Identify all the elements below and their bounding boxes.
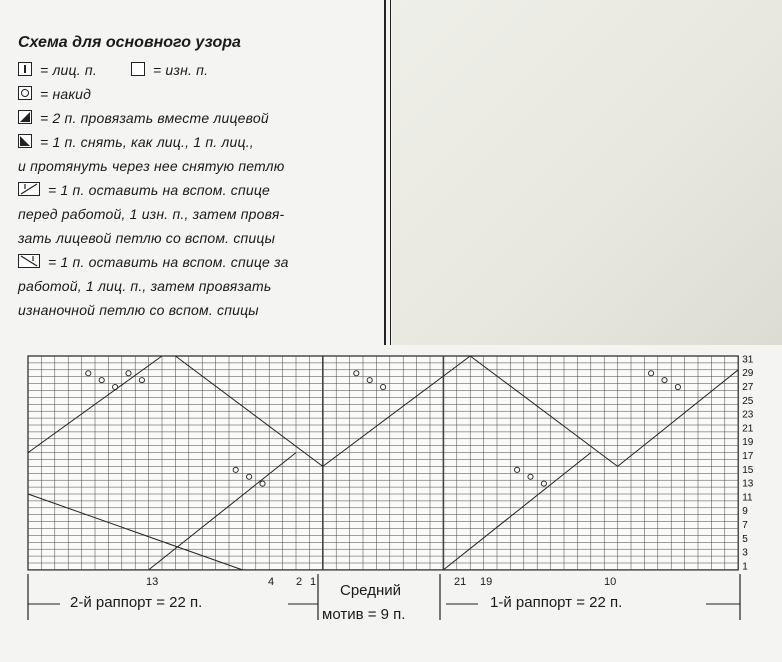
row-number: 9 xyxy=(742,506,748,518)
col-num-4: 4 xyxy=(268,576,275,588)
legend-row-cross-right-3 xyxy=(18,226,378,250)
legend-cross-left-3: изнаночной петлю со вспом. спицы xyxy=(18,302,259,318)
col-num-13: 13 xyxy=(146,576,159,588)
legend-row-ssk-2 xyxy=(18,154,378,178)
captions xyxy=(0,570,782,662)
legend-cross-right-3: зать лицевой петлю со вспом. спицы xyxy=(18,230,276,246)
legend-cross-right-1: = 1 п. оставить на вспом. спице xyxy=(48,182,271,198)
row-number: 27 xyxy=(742,382,754,393)
cross-right-symbol-icon xyxy=(18,182,40,196)
row-number: 3 xyxy=(742,547,748,559)
row-number: 5 xyxy=(742,533,748,545)
caption-repeat-1: 1-й раппорт = 22 п. xyxy=(490,594,623,611)
knitting-chart xyxy=(24,354,774,576)
legend-row-knit-purl xyxy=(18,58,378,82)
row-number: 17 xyxy=(742,451,754,462)
knitting-photo xyxy=(392,0,782,345)
legend-title: Схема для основного узора xyxy=(18,34,241,51)
legend-row-k2tog xyxy=(18,106,378,130)
legend-row-cross-right xyxy=(18,178,378,202)
col-num-19: 19 xyxy=(480,576,493,588)
column-divider xyxy=(384,0,386,345)
chart-frame xyxy=(28,356,738,570)
row-number: 1 xyxy=(742,561,748,573)
row-number: 15 xyxy=(742,464,754,476)
legend-row-cross-left-2 xyxy=(18,274,378,298)
col-num-2: 2 xyxy=(296,576,303,588)
col-num-10: 10 xyxy=(604,576,617,588)
ssk-symbol-icon xyxy=(18,134,32,148)
purl-symbol-icon xyxy=(131,62,145,76)
legend-purl: = изн. п. xyxy=(152,62,209,78)
row-number: 31 xyxy=(742,354,754,366)
column-divider-2 xyxy=(390,0,391,345)
legend-row-ssk xyxy=(18,130,378,154)
legend-cross-left-1: = 1 п. оставить на вспом. спице за xyxy=(48,254,289,270)
legend-k2tog: = 2 п. провязать вместе лицевой xyxy=(40,110,269,126)
caption-middle-2: мотив = 9 п. xyxy=(322,606,406,623)
legend xyxy=(18,34,378,322)
legend-cross-left-2: работой, 1 лиц. п., затем провязать xyxy=(18,278,272,294)
legend-row-cross-left xyxy=(18,250,378,274)
legend-row-cross-left-3 xyxy=(18,298,378,322)
row-number: 23 xyxy=(742,409,754,421)
yarn-over-symbol-icon xyxy=(18,86,32,100)
row-number: 25 xyxy=(742,395,754,407)
k2tog-symbol-icon xyxy=(18,110,32,124)
caption-repeat-2: 2-й раппорт = 22 п. xyxy=(70,594,203,611)
legend-ssk-2: и протянуть через нее снятую петлю xyxy=(18,158,285,174)
row-number: 11 xyxy=(742,492,753,504)
legend-cross-right-2: перед работой, 1 изн. п., затем провя- xyxy=(18,206,285,222)
row-number: 29 xyxy=(742,368,754,380)
row-number: 7 xyxy=(742,520,748,531)
caption-middle-1: Средний xyxy=(340,582,401,599)
row-number: 19 xyxy=(742,437,754,449)
cross-left-symbol-icon xyxy=(18,254,40,268)
knit-symbol-icon xyxy=(18,62,32,76)
legend-yarn-over: = накид xyxy=(40,86,92,102)
row-number: 13 xyxy=(742,478,754,490)
legend-row-yo xyxy=(18,82,378,106)
col-num-21: 21 xyxy=(454,576,467,588)
col-num-1: 1 xyxy=(310,576,317,588)
legend-knit: = лиц. п. xyxy=(40,62,97,78)
legend-row-cross-right-2 xyxy=(18,202,378,226)
legend-ssk-1: = 1 п. снять, как лиц., 1 п. лиц., xyxy=(40,134,254,150)
row-number: 21 xyxy=(742,423,754,435)
